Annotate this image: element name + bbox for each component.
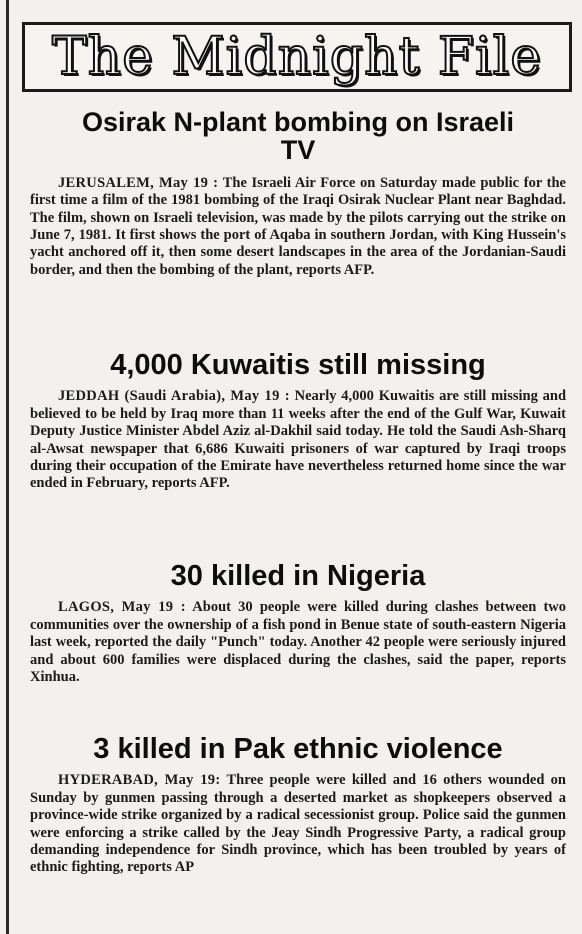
article-body [30,772,566,876]
article-text: Nearly 4,000 Kuwaitis are still missing and believed to be held by Iraq more than 11 weeks after the end of the Gulf War, Kuwait Deputy Justice Minister Abdel Aziz al-Dakhil said today. He told the Saudi Ash-Sharq al-Awsat newspaper that 6,686 Kuwaiti prisoners of war captured by Iraqi troops during their occupation of the Emirate have nevertheless returned home since the war ended in February, reports AFP. [30,388,567,492]
story-kuwaitis [30,350,566,493]
story-pakistan [30,734,566,877]
masthead [22,22,572,92]
masthead-title: The Midnight File [51,27,543,87]
dateline: JERUSALEM, May 19 : [58,174,219,191]
headline: 30 killed in Nigeria [170,560,426,592]
article-body [30,599,566,686]
headline: 3 killed in Pak ethnic violence [93,733,503,765]
story-osirak [30,108,566,279]
dateline: HYDERABAD, May 19: [58,772,221,789]
story-nigeria [30,561,566,686]
headline: Osirak N-plant bombing on Israeli TV [81,107,515,166]
dateline: LAGOS, May 19 : [58,599,186,616]
article-body [30,175,566,279]
article-text: About 30 people were killed during clashes between two communities over the ownership of a fish pond in Benue state of south-eastern Nigeria last week, reported the daily "Punch" today. Another 42 people were seriously injured and about 600 families were displaced during the clashes, said the paper, reports Xinhua. [30,599,566,686]
article-body [30,388,566,492]
article-text: The Israeli Air Force on Saturday made public for the first time a film of the 1981 bombing of the Iraqi Osirak Nuclear Plant near Baghdad. The film, shown on Israeli television, was made by the pilots carrying out the strike on June 7, 1981. It first shows the port of Aqaba in southern Jordan, with King Hussein's yacht anchored off it, then some desert landscapes in the area of the Jordanian-Saudi border, and then the bombing of the plant, reports AFP. [30,174,566,278]
headline: 4,000 Kuwaitis still missing [110,349,486,381]
article-text: Three people were killed and 16 others wounded on Sunday by gunmen passing through a deserted market as shopkeepers observed a province-wide strike organized by a radical secessionist group. Police said the gunmen were enforcing a strike called by the Jeay Sindh Progressive Party, a radical group demanding independence for Sindh province, which has been troubled by years of ethnic fighting, reports AP [30,772,566,876]
dateline: JEDDAH (Saudi Arabia), May 19 : [58,388,290,405]
column-rule [6,0,9,934]
